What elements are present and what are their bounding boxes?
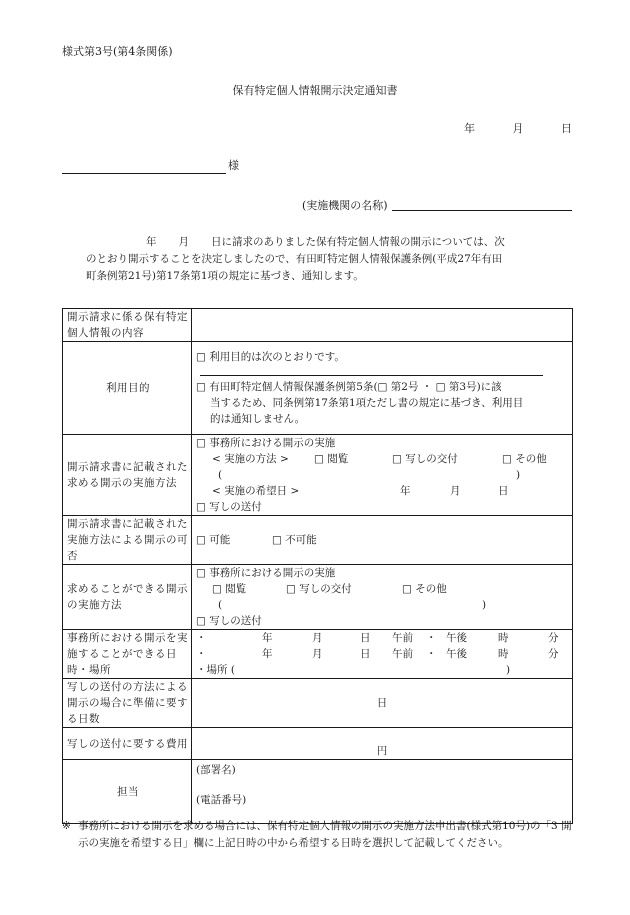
row-available-method (63, 565, 573, 630)
value-prep-days: 日 (192, 679, 573, 728)
schedule-place-paren-close: ) (506, 664, 511, 676)
requested-other-paren-close: ) (516, 469, 521, 481)
requested-other-option: □ その他 (502, 453, 547, 465)
requested-view-option: □ 閲覧 (314, 453, 349, 465)
body-month: 月 (178, 236, 189, 248)
footnote (62, 818, 574, 852)
available-other-paren-close: ) (482, 599, 487, 611)
requested-office-option: □ 事務所における開示の実施 (196, 437, 336, 449)
value-feasibility (192, 516, 573, 565)
requested-send-option: □ 写しの送付 (196, 501, 262, 513)
row-prep-days (63, 679, 573, 728)
body-year: 年 (146, 236, 157, 248)
row-cost (63, 728, 573, 760)
value-cost: 円 (192, 728, 573, 760)
value-contact (192, 760, 573, 824)
value-available-method (192, 565, 573, 630)
issuing-agency-line (392, 210, 572, 211)
document-title: 保有特定個人情報開示決定通知書 (232, 84, 398, 97)
available-view-option: □ 閲覧 (212, 583, 247, 595)
value-requested-method (192, 435, 573, 516)
not-feasible-option: □ 不可能 (272, 534, 317, 546)
label-schedule: 事務所における開示を実施することができる日時・場所 (63, 630, 192, 679)
body-line-1 (146, 236, 505, 248)
footnote-mark: ※ (62, 820, 71, 832)
label-requested-method: 開示請求書に記載された求める開示の実施方法 (63, 435, 192, 516)
feasible-option: □ 可能 (196, 534, 231, 546)
contact-phone: (電話番号) (196, 794, 247, 806)
label-available-method: 求めることができる開示の実施方法 (63, 565, 192, 630)
issuing-agency-label: (実施機関の名称) (302, 199, 388, 212)
requested-wish-month: 月 (450, 485, 461, 497)
footnote-text: 事務所における開示を求める場合には、保有特定個人情報の開示の実施方法申出書(様式第10号)の「3 開示の実施を希望する日」欄に上記日時の中から希望する日時を選択して記載してください。 (78, 820, 572, 849)
body-line-3: 町条例第21号)第17条第1項の規定に基づき、通知します。 (86, 270, 364, 282)
requested-method-label: < 実施の方法 > (212, 453, 289, 465)
purpose-option-1: □ 利用目的は次のとおりです。 (196, 351, 345, 363)
label-purpose: 利用目的 (63, 342, 192, 435)
requested-copy-option: □ 写しの交付 (392, 453, 458, 465)
row-requested-method (63, 435, 573, 516)
date-year-label: 年 (464, 122, 475, 135)
purpose-option-2-line1: □ 有田町特定個人情報保護条例第5条(□ 第2号 ・ □ 第3号)に該 (196, 381, 502, 393)
recipient-honorific: 様 (228, 159, 239, 172)
form-number: 様式第3号(第4条関係) (62, 45, 173, 58)
label-contact: 担当 (63, 760, 192, 824)
body-line-2: のとおり開示することを決定しましたので、有田町特定個人情報保護条例(平成27年有田 (86, 253, 503, 265)
value-schedule (192, 630, 573, 679)
date-month-label: 月 (512, 122, 524, 135)
label-feasibility: 開示請求書に記載された実施方法による開示の可否 (63, 516, 192, 565)
schedule-place (196, 662, 568, 678)
available-send-option: □ 写しの送付 (196, 615, 262, 627)
schedule-slot-2: ・ 年 月 日 午前 ・ 午後 時 分 (196, 648, 559, 660)
issue-date (464, 123, 572, 136)
date-day-label: 日 (561, 122, 572, 135)
available-other-option: □ その他 (402, 583, 447, 595)
row-feasibility (63, 516, 573, 565)
available-copy-option: □ 写しの交付 (286, 583, 352, 595)
requested-wish-year: 年 (400, 485, 411, 497)
row-purpose (63, 342, 573, 435)
requested-wish-date-label: < 実施の希望日 > (212, 485, 300, 497)
value-requested-info (192, 309, 573, 342)
requested-wish-day: 日 (498, 485, 509, 497)
row-requested-info (63, 309, 573, 342)
schedule-slot-1: ・ 年 月 日 午前 ・ 午後 時 分 (196, 632, 559, 644)
label-cost: 写しの送付に要する費用 (63, 728, 192, 760)
schedule-place-label: ・場所 ( (196, 664, 235, 676)
available-other-paren-open: ( (218, 599, 223, 611)
purpose-option-2-line2: 当するため、同条例第17条第1項ただし書の規定に基づき、利用目 (210, 397, 524, 409)
value-purpose (192, 342, 573, 435)
label-requested-info: 開示請求に係る保有特定個人情報の内容 (63, 309, 192, 342)
row-contact (63, 760, 573, 824)
purpose-blank-line (200, 375, 543, 376)
decision-table (62, 308, 573, 824)
contact-department: (部署名) (196, 764, 236, 776)
requested-other-paren-open: ( (218, 469, 223, 481)
label-prep-days: 写しの送付の方法による開示の場合に準備に要する日数 (63, 679, 192, 728)
recipient-name-line (62, 173, 226, 174)
available-office-option: □ 事務所における開示の実施 (196, 567, 336, 579)
purpose-option-2-line3: 的は通知しません。 (210, 413, 306, 425)
row-schedule (63, 630, 573, 679)
body-line-1-text: 日に請求のありました保有特定個人情報の開示については、次 (211, 236, 505, 248)
